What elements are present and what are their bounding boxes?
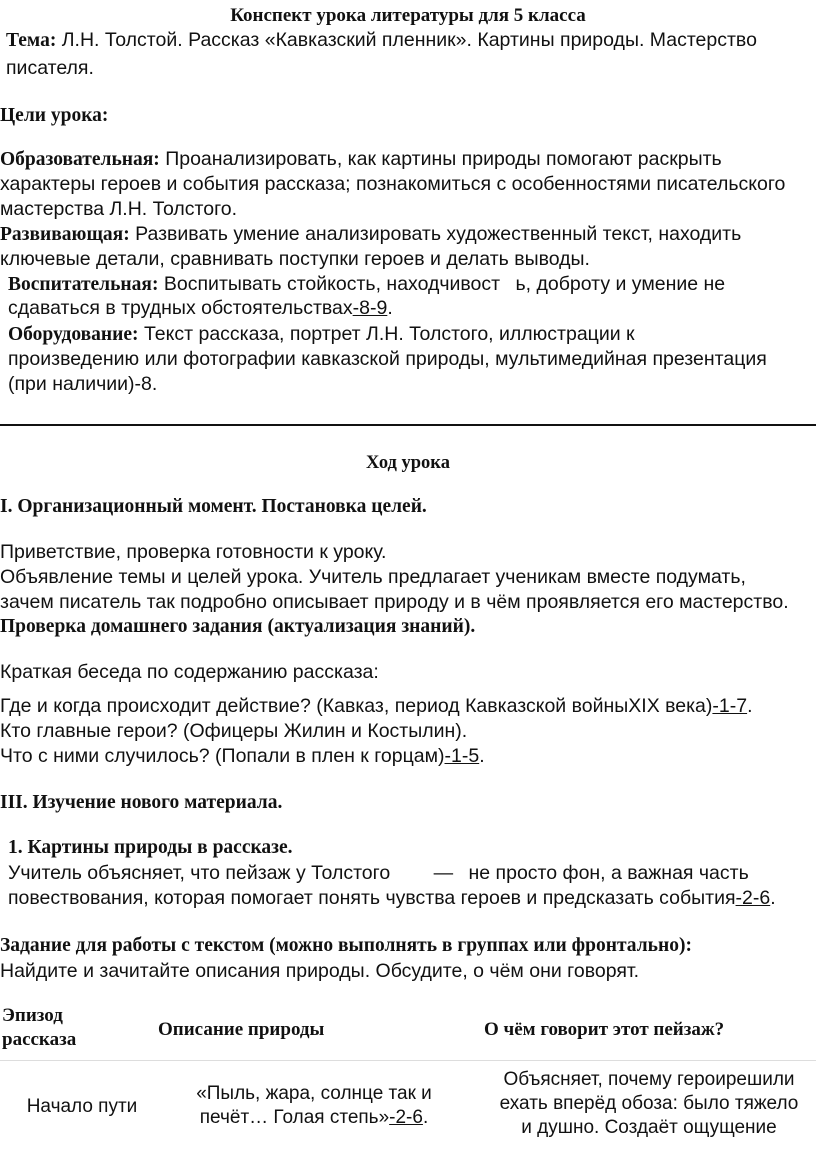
task-text: Найдите и зачитайте описания природы. Обсудите, о чём они говорят. (0, 960, 640, 982)
document-title: Конспект урока литературы для 5 класса (230, 5, 586, 26)
section1-p1: Приветствие, проверка готовности к уроку. (0, 541, 387, 563)
table-cell-meaning-text-1b: решили (725, 1069, 795, 1090)
table-cell-meaning-text-1a: Объясняет, почему герои (503, 1069, 726, 1090)
goal-developing-line-1 (0, 222, 741, 247)
theme-text-1: Л.Н. Толстой. Рассказ «Кавказский пленник». Картины природы. Мастерство (61, 29, 757, 51)
goal-upbringing-line-1 (8, 272, 725, 297)
table-header-episode-line-2: рассказа (2, 1029, 77, 1050)
homework-heading: Проверка домашнего задания (актуализация знаний). (0, 616, 476, 637)
section3-p1a: Учитель объясняет, что пейзаж у Толстого (8, 862, 391, 884)
question-3 (0, 744, 485, 768)
section3-p2-tail: . (770, 887, 776, 909)
goal-upbringing-text-2: сдаваться в трудных обстоятельствах (8, 297, 353, 319)
table-header-episode (2, 1004, 76, 1052)
theme-line-1 (6, 28, 757, 53)
question-1-century: XIX века) (628, 695, 713, 717)
goal-educational-line-1 (0, 147, 722, 172)
question-1-text: Где и когда происходит действие? (Кавказ, период Кавказской войны (0, 695, 629, 717)
question-3-tail: . (479, 745, 485, 767)
goal-educational-text-2: характеры героев и события рассказа; (0, 173, 351, 195)
table-cell-meaning-line-1 (484, 1068, 814, 1092)
goal-upbringing-line-2 (8, 296, 393, 320)
table-cell-episode: Начало пути (26, 1096, 138, 1117)
section3-heading: III. Изучение нового материала. (0, 792, 283, 813)
section1-p2: Объявление темы и целей урока. Учитель предлагает ученикам вместе подумать, (0, 566, 746, 588)
theme-text-2: писателя. (6, 57, 94, 79)
goal-upbringing-ref: -8-9 (352, 297, 388, 319)
section3-dash: — (433, 862, 454, 884)
table-header-description: Описание природы (158, 1019, 325, 1040)
goal-developing-label: Развивающая: (0, 224, 130, 245)
goal-upbringing-text-1: Воспитывать стойкость, находчивост (163, 273, 501, 295)
section3-sub-heading: 1. Картины природы в рассказе. (8, 837, 293, 858)
section3-p1 (8, 861, 749, 885)
question-1-ref: -1-7 (712, 695, 748, 717)
table-cell-description-tail: . (422, 1107, 429, 1128)
question-2: Кто главные герои? (Офицеры Жилин и Костылин). (0, 720, 468, 742)
task-heading: Задание для работы с текстом (можно выполнять в группах или фронтально): (0, 935, 692, 956)
question-1 (0, 694, 753, 718)
table-cell-meaning-line-3: и душно. Создаёт ощущение (521, 1117, 777, 1138)
section1-p3: зачем писатель так подробно описывает природу и в чём проявляется его мастерство. (0, 591, 789, 613)
goal-upbringing-text-1b: ь, доброту и умение не (515, 273, 726, 295)
goal-educational-label: Образовательная: (0, 149, 160, 170)
goal-developing-text-1: Развивать умение анализировать художественный текст, находить (135, 223, 742, 245)
table-cell-description-text-2: печёт… Голая степь» (199, 1107, 390, 1128)
goal-upbringing-label: Воспитательная: (8, 274, 159, 295)
equipment-line-1 (8, 322, 635, 347)
table-cell-description-ref: -2-6 (389, 1107, 423, 1128)
goal-educational-text-3: мастерства Л.Н. Толстого. (0, 198, 238, 220)
goal-educational-line-2 (0, 172, 785, 196)
table-cell-description (168, 1082, 460, 1130)
goal-developing-text-2: ключевые детали, сравнивать поступки героев и делать выводы. (0, 248, 590, 270)
section3-p2-ref: -2-6 (735, 887, 771, 909)
goal-educational-text-2b: познакомиться с особенностями писательского (356, 173, 786, 195)
goal-upbringing-tail: . (387, 297, 393, 319)
section-divider (0, 424, 816, 426)
question-3-ref: -1-5 (444, 745, 480, 767)
equipment-text-2: произведению или фотографии кавказской природы, мультимедийная презентация (8, 348, 767, 370)
table-cell-meaning (484, 1068, 814, 1140)
equipment-text-1: Текст рассказа, портрет Л.Н. Толстого, иллюстрации к (143, 323, 635, 345)
equipment-label: Оборудование: (8, 324, 139, 345)
section3-p2 (8, 886, 776, 910)
table-cell-description-line-2 (168, 1106, 460, 1130)
question-3-text: Что с ними случилось? (Попали в плен к горцам) (0, 745, 445, 767)
table-cell-meaning-line-2: ехать вперёд обоза: было тяжело (499, 1093, 799, 1114)
equipment-text-3: (при наличии)-8. (8, 373, 158, 395)
table-header-episode-line-1: Эпизод (2, 1005, 63, 1026)
table-cell-description-line-1: «Пыль, жара, солнце так и (196, 1083, 432, 1104)
talk-intro: Краткая беседа по содержанию рассказа: (0, 661, 379, 683)
course-heading: Ход урока (366, 453, 450, 473)
goals-heading: Цели урока: (0, 105, 109, 126)
section3-p1b: не просто фон, а важная часть (468, 862, 749, 884)
section3-p2-text: повествования, которая помогает понять чувства героев и предсказать события (8, 887, 736, 909)
table-row-divider (0, 1060, 816, 1061)
theme-label: Тема: (6, 30, 57, 51)
section1-heading: I. Организационный момент. Постановка целей. (0, 496, 427, 517)
table-header-meaning: О чём говорит этот пейзаж? (484, 1019, 725, 1040)
question-1-tail: . (747, 695, 753, 717)
goal-educational-text-1: Проанализировать, как картины природы помогают раскрыть (165, 148, 722, 170)
